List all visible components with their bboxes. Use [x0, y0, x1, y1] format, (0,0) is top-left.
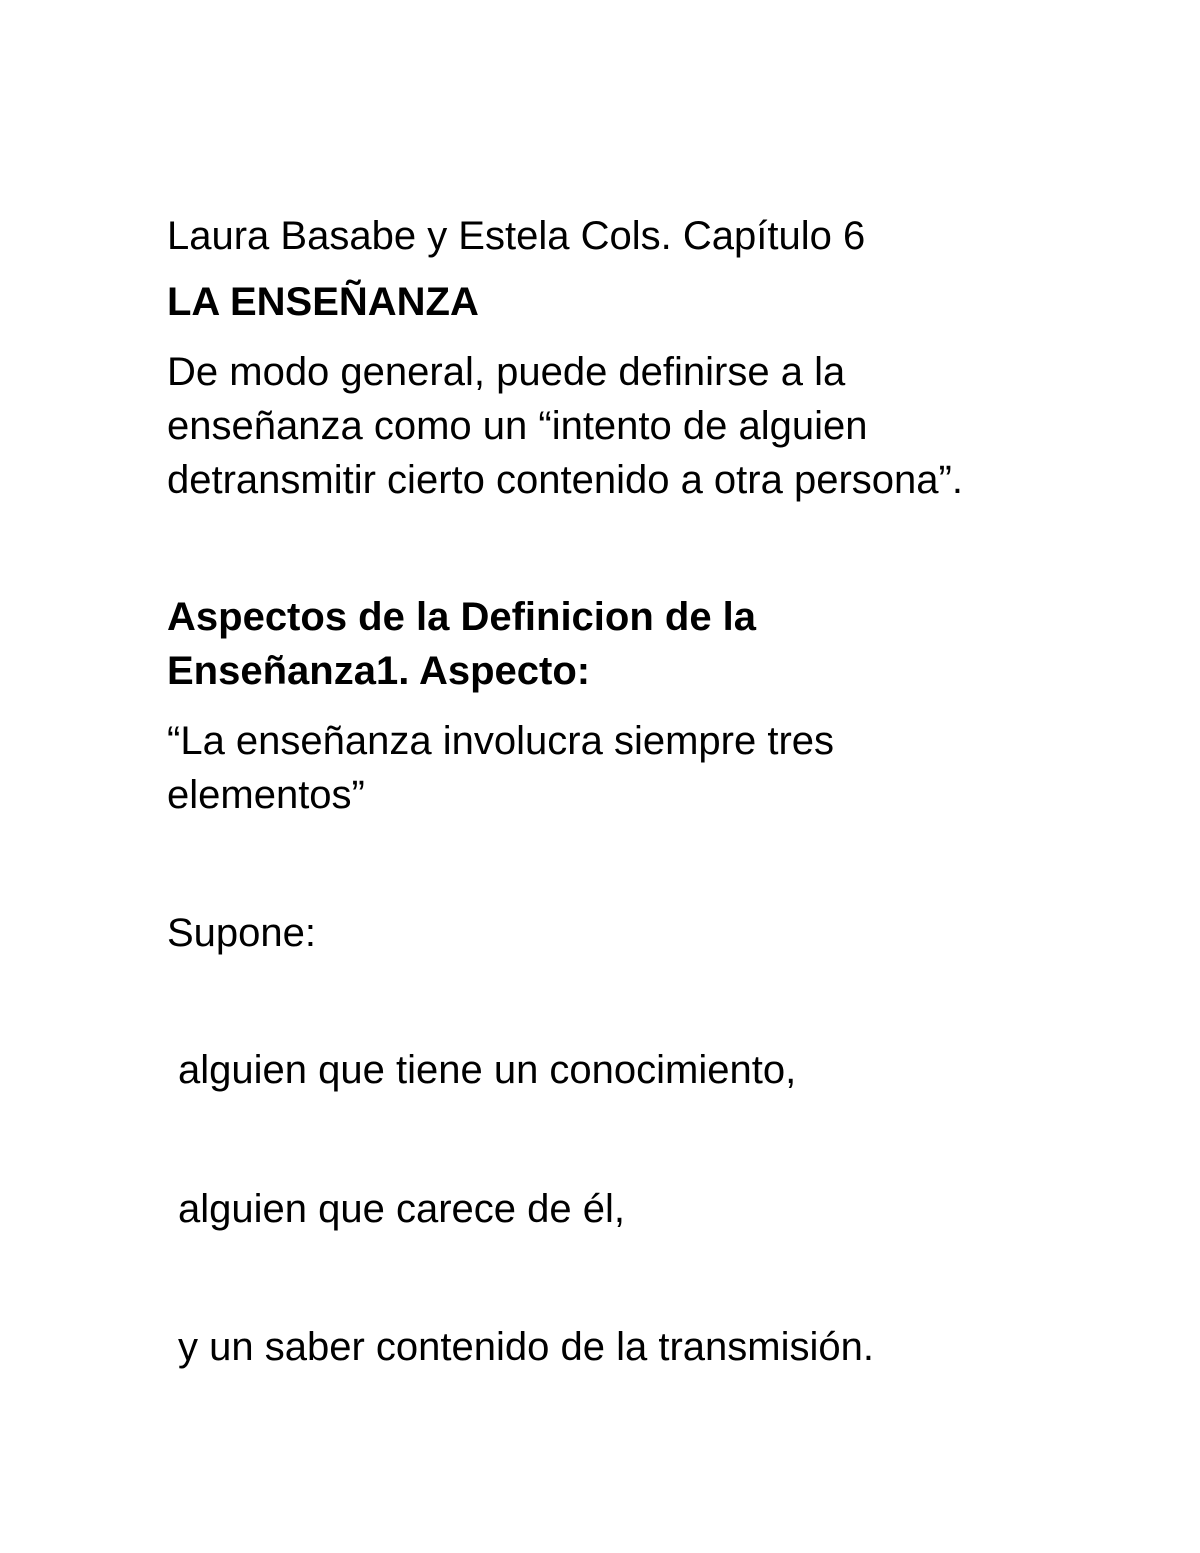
- document-title: LA ENSEÑANZA: [167, 280, 479, 324]
- list-item: alguien que tiene un conocimiento,: [178, 1048, 797, 1092]
- intro-line: detransmitir cierto contenido a otra persona”.: [167, 458, 963, 502]
- quote-line: elementos”: [167, 773, 365, 817]
- supone-label: Supone:: [167, 911, 317, 955]
- document-subtitle: Laura Basabe y Estela Cols. Capítulo 6: [167, 214, 866, 258]
- intro-line: De modo general, puede definirse a la: [167, 350, 846, 394]
- section-heading-line: Enseñanza1. Aspecto:: [167, 649, 591, 693]
- section-heading-line: Aspectos de la Definicion de la: [167, 595, 757, 639]
- list-item: alguien que carece de él,: [178, 1187, 625, 1231]
- quote-line: “La enseñanza involucra siempre tres: [167, 719, 835, 763]
- intro-line: enseñanza como un “intento de alguien: [167, 404, 868, 448]
- list-item: y un saber contenido de la transmisión.: [178, 1325, 874, 1369]
